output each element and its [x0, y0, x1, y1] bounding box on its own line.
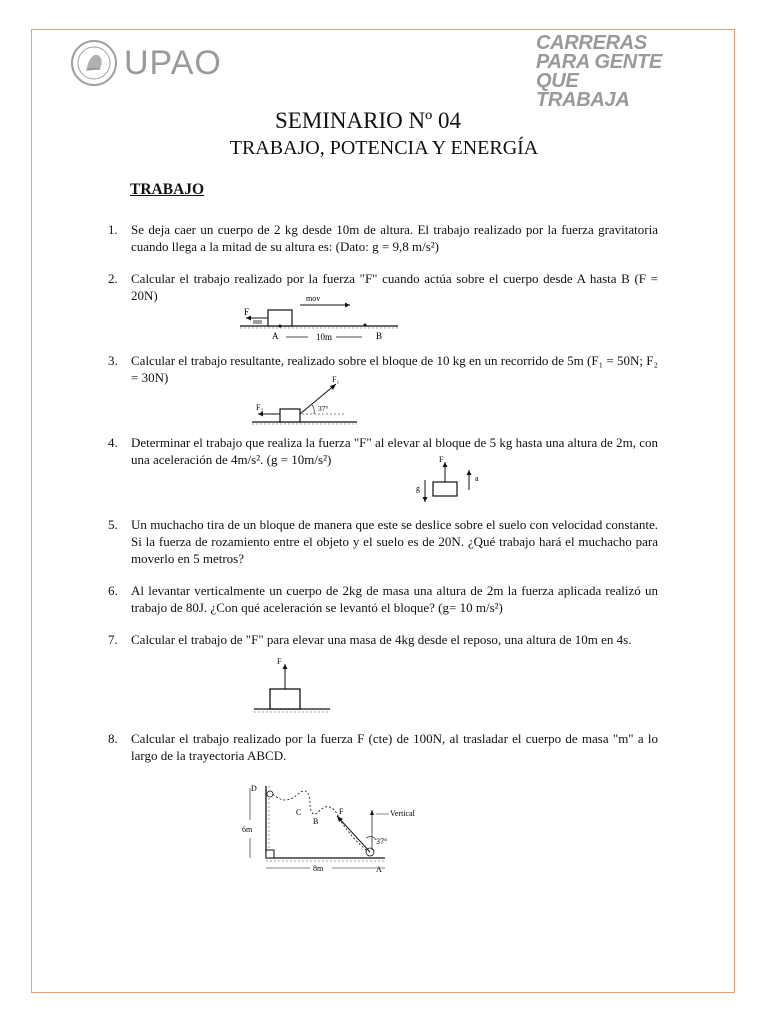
- problem-number: 1.: [108, 222, 118, 237]
- problem-number: 6.: [108, 583, 118, 598]
- university-seal-icon: [70, 39, 118, 87]
- problem-number: 3.: [108, 353, 118, 368]
- force-label: F: [339, 807, 344, 816]
- point-a-label: A: [376, 865, 382, 874]
- brand-name: UPAO: [124, 43, 222, 82]
- motion-label: mov: [306, 294, 321, 303]
- problem-number: 8.: [108, 731, 118, 746]
- figure-8: [240, 780, 430, 878]
- problem-number: 4.: [108, 435, 118, 450]
- vertical-label: Vertical: [390, 809, 415, 818]
- point-b-label: B: [376, 331, 383, 341]
- problem-text: Calcular el trabajo realizado por la fuerza "F" cuando actúa sobre el cuerpo desde A hasta B (F = 20N): [131, 271, 658, 303]
- section-heading: TRABAJO: [130, 181, 205, 198]
- page-subtitle: TRABAJO, POTENCIA Y ENERGÍA: [229, 137, 539, 159]
- force-label: F: [439, 455, 444, 464]
- page-title: SEMINARIO Nº 04: [274, 108, 462, 133]
- angle-label: 37°: [318, 404, 329, 413]
- figure-4: [414, 452, 494, 507]
- slogan-line: PARA GENTE: [536, 51, 662, 73]
- point-d-label: D: [251, 784, 257, 793]
- force-label: F: [244, 307, 250, 317]
- slogan-line: QUE TRABAJA: [536, 70, 630, 111]
- slogan-logo: [536, 34, 666, 110]
- figure-3: [252, 374, 362, 429]
- distance-label: 10m: [316, 332, 333, 342]
- problem-number: 2.: [108, 271, 118, 286]
- problem-text: Calcular el trabajo resultante, realizado sobre el bloque de 10 kg en un recorrido de 5m (F₁ = 50N; F₂ = 30N): [131, 353, 658, 385]
- figure-7: [252, 654, 332, 720]
- problem-number: 7.: [108, 632, 118, 647]
- problem-text: Calcular el trabajo de "F" para elevar una masa de 4kg desde el reposo, una altura de 10m en 4s.: [131, 632, 632, 647]
- problem-text: Al levantar verticalmente un cuerpo de 2kg de masa una altura de 2m la fuerza aplicada realizó un trabajo de 80J. ¿Con qué aceleración se levantó el bloque? (g= 10 m/s²): [131, 583, 658, 615]
- force-f1-label: F₁: [332, 375, 340, 384]
- accel-label: a: [475, 474, 479, 483]
- figure-2: [238, 292, 403, 342]
- problem-text: Determinar el trabajo que realiza la fuerza "F" al elevar al bloque de 5 kg hasta una altura de 2m, con una aceleración de 4m/s². (g = 10m/s²): [131, 435, 658, 467]
- point-c-label: C: [296, 808, 302, 817]
- problem-number: 5.: [108, 517, 118, 532]
- slogan-line: CARRERAS: [536, 32, 647, 54]
- gravity-label: g: [416, 484, 420, 493]
- force-label: F: [277, 657, 282, 666]
- problem-text: Se deja caer un cuerpo de 2 kg desde 10m de altura. El trabajo realizado por la fuerza gravitatoria cuando llega a la mitad de su altura es: (Dato: g = 9,8 m/s²): [131, 222, 658, 254]
- point-a-label: A: [272, 331, 279, 341]
- width-label: 8m: [313, 864, 324, 873]
- force-f2-label: F₂: [256, 403, 264, 412]
- angle-label: 37°: [376, 837, 388, 846]
- height-label: 6m: [242, 825, 253, 834]
- point-b-label: B: [313, 817, 319, 826]
- upao-logo: [70, 38, 222, 88]
- problem-text: Calcular el trabajo realizado por la fuerza F (cte) de 100N, al trasladar el cuerpo de masa "m" a lo largo de la trayectoria ABCD.: [131, 731, 658, 763]
- problem-text: Un muchacho tira de un bloque de manera que este se deslice sobre el suelo con velocidad constante. Si la fuerza de rozamiento entre el objeto y el suelo es de 20N. ¿Qué trabajo hará el muchacho para moverlo en 5 metros?: [131, 517, 658, 566]
